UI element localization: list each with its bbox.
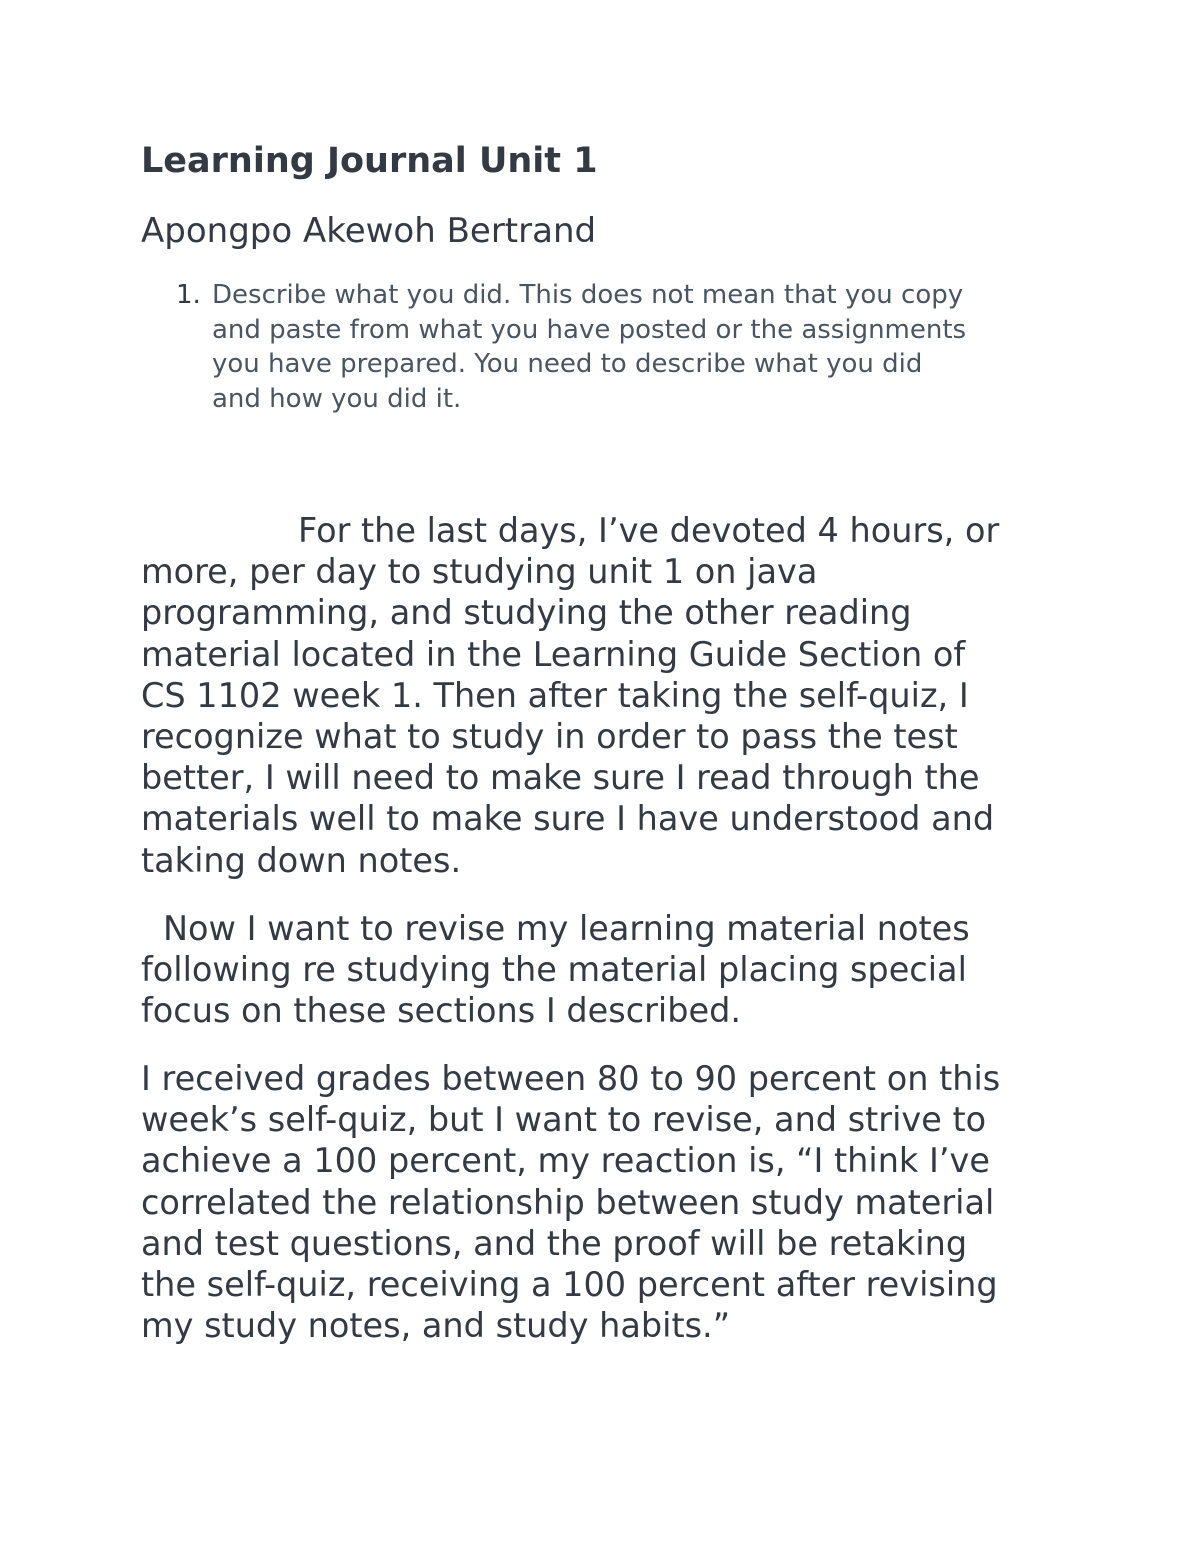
paragraph-line: taking down notes. bbox=[141, 840, 462, 880]
question-number: 1. bbox=[176, 280, 201, 310]
paragraph-line: and test questions, and the proof will be retaking bbox=[141, 1223, 968, 1263]
paragraph-line: material located in the Learning Guide Section of bbox=[141, 634, 966, 674]
paragraph-line: Now I want to revise my learning material notes bbox=[163, 909, 970, 948]
paragraph-line: the self-quiz, receiving a 100 percent after revising bbox=[141, 1265, 998, 1305]
answer-paragraph-2 bbox=[141, 908, 970, 1032]
question-text bbox=[212, 278, 1076, 416]
paragraph-line: following re studying the material placing special bbox=[141, 950, 967, 990]
journal-question bbox=[176, 278, 1076, 416]
question-line: Describe what you did. This does not mean that you copy bbox=[212, 280, 964, 310]
paragraph-line: more, per day to studying unit 1 on java bbox=[141, 552, 818, 592]
paragraph-line: better, I will need to make sure I read through the bbox=[141, 758, 980, 798]
paragraph-line: I received grades between 80 to 90 percent on this bbox=[141, 1059, 1001, 1098]
question-line: you have prepared. You need to describe what you did bbox=[212, 349, 923, 379]
document-title: Learning Journal Unit 1 bbox=[141, 141, 598, 181]
author-name: Apongpo Akewoh Bertrand bbox=[141, 211, 597, 251]
paragraph-line: week’s self-quiz, but I want to revise, and strive to bbox=[141, 1100, 987, 1140]
paragraph-line: my study notes, and study habits.” bbox=[141, 1306, 731, 1346]
paragraph-line: correlated the relationship between study material bbox=[141, 1182, 995, 1222]
paragraph-line: CS 1102 week 1. Then after taking the self-quiz, I bbox=[141, 675, 969, 715]
paragraph-line: focus on these sections I described. bbox=[141, 991, 742, 1031]
paragraph-line: programming, and studying the other reading bbox=[141, 593, 912, 633]
question-line: and paste from what you have posted or the assignments bbox=[212, 314, 967, 345]
answer-paragraph-3 bbox=[141, 1058, 1000, 1346]
paragraph-line: recognize what to study in order to pass the test bbox=[141, 717, 958, 757]
paragraph-line: materials well to make sure I have understood and bbox=[141, 799, 995, 839]
paragraph-line: achieve a 100 percent, my reaction is, “I think I’ve bbox=[141, 1141, 990, 1181]
paragraph-line: For the last days, I’ve devoted 4 hours, or bbox=[298, 511, 1000, 550]
question-line: and how you did it. bbox=[212, 383, 462, 414]
answer-paragraph-1 bbox=[141, 510, 999, 881]
